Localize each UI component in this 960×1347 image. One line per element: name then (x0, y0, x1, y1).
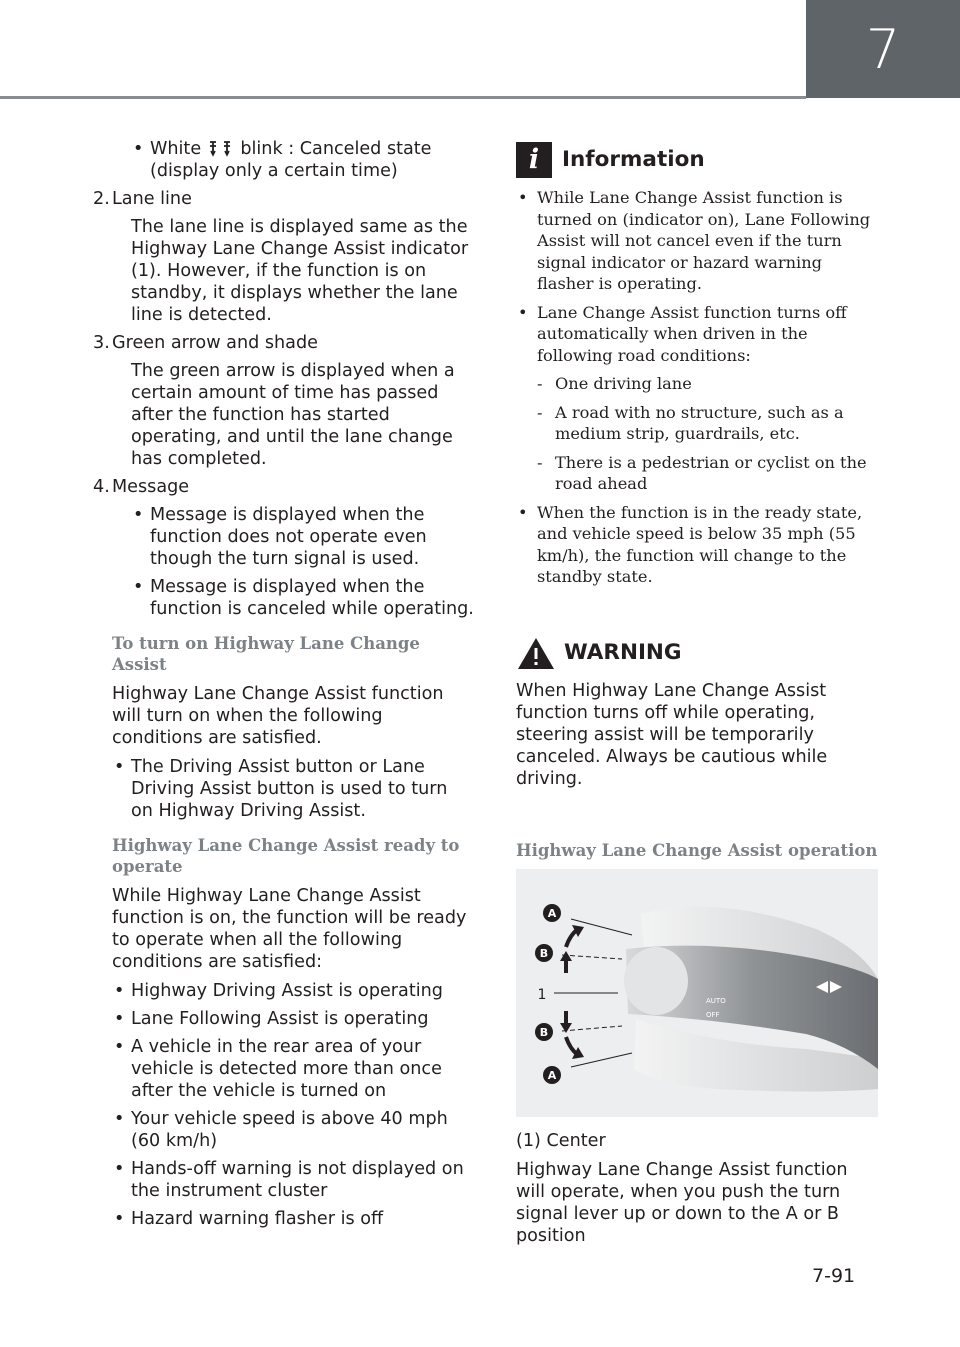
header-rule (0, 96, 806, 99)
position-a-bottom-label: A (547, 1068, 557, 1082)
list-item: • Message is displayed when the function does not operate even though the turn signal is used. (131, 504, 474, 570)
list-item: • Message is displayed when the function is canceled while operating. (131, 576, 474, 620)
item-text: The lane line is displayed same as the Highway Lane Change Assist indicator (1). However, if the function is on standby, it displays whether the lane line is detected. (131, 217, 469, 325)
list-item: 3. Green arrow and shade (93, 332, 474, 354)
item-title: Message (112, 477, 190, 497)
list-item: • Lane Change Assist function turns off automatically when driven in the following road conditions: (516, 302, 880, 367)
warning-text: When Highway Lane Change Assist function turns off while operating, steering assist will be temporarily canceled. Always be cautious while driving. (516, 680, 828, 789)
section-heading: To turn on Highway Lane Change Assist (112, 634, 420, 674)
chapter-number: 7 (865, 17, 901, 81)
list-item: • The Driving Assist button or Lane Driving Assist button is used to turn on Highway Driving Assist. (112, 756, 474, 822)
warning-title: WARNING (564, 639, 682, 665)
information-header (516, 142, 880, 178)
list-item: • Hazard warning flasher is off (112, 1208, 474, 1230)
list-item: 2. Lane line (93, 188, 474, 210)
item-text: The green arrow is displayed when a certain amount of time has passed after the function has started operating, and until the lane change has completed. (131, 361, 455, 469)
information-title: Information (562, 147, 705, 172)
section-heading: Highway Lane Change Assist ready to operate (112, 836, 460, 876)
list-item: • When the function is in the ready state, and vehicle speed is below 35 mph (55 km/h), the function will change to the standby state. (516, 502, 880, 588)
off-label: OFF (706, 1010, 720, 1019)
paragraph: While Highway Lane Change Assist function is on, the function will be ready to operate when all the following conditions are satisfied: (112, 886, 467, 972)
item-title: Green arrow and shade (112, 333, 318, 353)
list-item: • Lane Following Assist is operating (112, 1008, 474, 1030)
left-column (93, 138, 474, 1236)
white-label: White (150, 139, 202, 159)
information-list (516, 187, 880, 588)
position-b-bottom-label: B (539, 1025, 549, 1039)
auto-label: AUTO (706, 996, 726, 1005)
warning-triangle-icon (516, 635, 556, 671)
operation-text: Highway Lane Change Assist function will operate, when you push the turn signal lever up or down to the A or B position (516, 1159, 848, 1246)
list-item: - There is a pedestrian or cyclist on the road ahead (516, 452, 880, 495)
white-description: blink : Canceled state (display only a certain time) (150, 139, 432, 181)
page-number: 7-91 (812, 1265, 856, 1287)
list-item: • Hands-off warning is not displayed on the instrument cluster (112, 1158, 474, 1202)
section-heading: Highway Lane Change Assist operation (516, 840, 878, 860)
center-position-label: 1 (537, 986, 547, 1003)
right-column (516, 142, 880, 1254)
lane-change-indicator-icon (207, 140, 235, 157)
position-a-top-label: A (547, 906, 557, 920)
chapter-tab (806, 0, 960, 98)
warning-header (516, 635, 880, 671)
list-item: • Your vehicle speed is above 40 mph (60 km/h) (112, 1108, 474, 1152)
figure-caption: (1) Center (516, 1130, 606, 1151)
list-item: - One driving lane (516, 373, 880, 395)
lever-illustration (516, 869, 878, 1117)
paragraph: Highway Lane Change Assist function will turn on when the following conditions are satisfied. (112, 684, 444, 748)
list-item: • A vehicle in the rear area of your vehicle is detected more than once after the vehicle is turned on (112, 1036, 474, 1102)
list-item: • While Lane Change Assist function is turned on (indicator on), Lane Following Assist will not cancel even if the turn signal indicator or hazard warning flasher is operating. (516, 187, 880, 295)
information-icon: i (516, 142, 552, 178)
list-item (131, 138, 474, 182)
turn-signal-lever-figure (516, 869, 878, 1117)
list-item: 4. Message (93, 476, 474, 498)
warning-box (516, 635, 880, 790)
item-title: Lane line (112, 189, 192, 209)
list-item: • Highway Driving Assist is operating (112, 980, 474, 1002)
list-item: - A road with no structure, such as a medium strip, guardrails, etc. (516, 402, 880, 445)
position-b-top-label: B (539, 946, 549, 960)
